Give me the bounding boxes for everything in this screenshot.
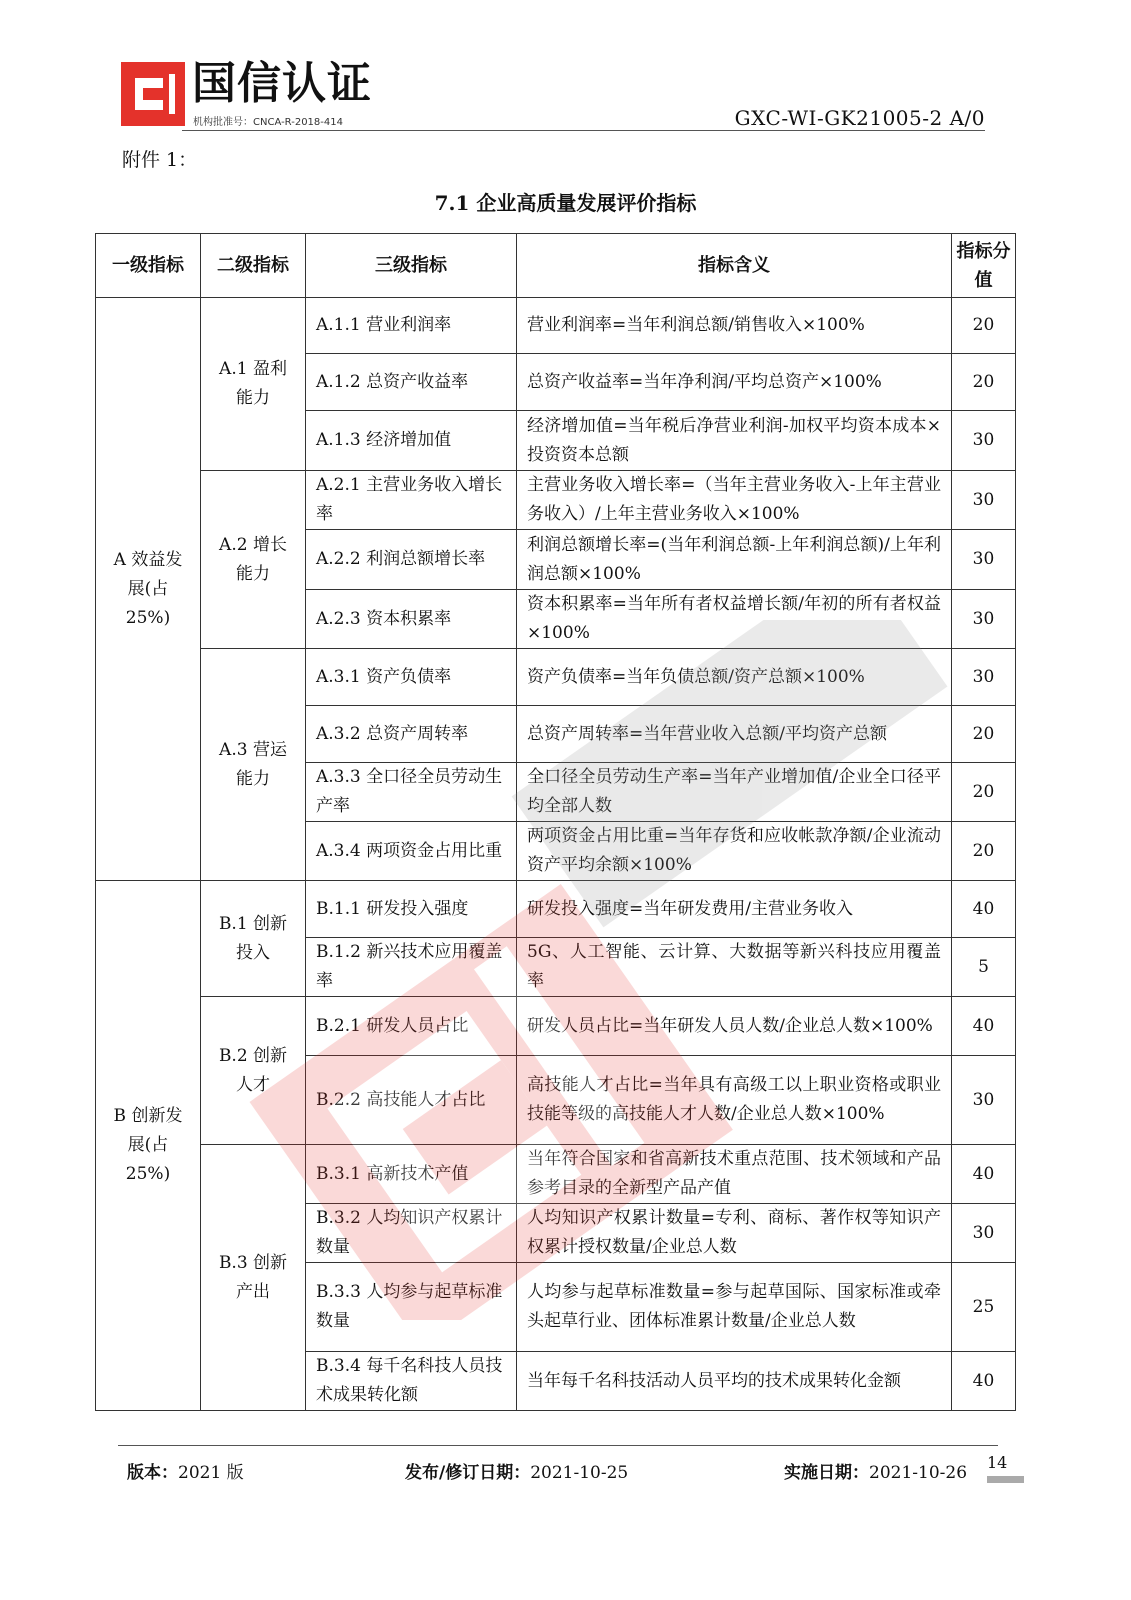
level3-cell: A.3.4 两项资金占用比重 xyxy=(306,822,517,881)
indicator-table xyxy=(95,233,1016,1411)
company-logo-icon xyxy=(121,62,185,126)
level3-cell: B.3.2 人均知识产权累计数量 xyxy=(306,1204,517,1263)
footer-effective-date xyxy=(784,1458,967,1483)
level2-cell: A.1 盈利能力 xyxy=(201,298,306,471)
meaning-cell: 研发投入强度=当年研发费用/主营业务收入 xyxy=(517,881,952,938)
table-row xyxy=(96,997,1016,1056)
meaning-cell: 总资产周转率=当年营业收入总额/平均资产总额 xyxy=(517,706,952,763)
score-cell: 40 xyxy=(952,1352,1016,1411)
header-divider xyxy=(182,130,985,131)
effective-value: 2021-10-26 xyxy=(869,1463,968,1483)
level3-cell: B.3.1 高新技术产值 xyxy=(306,1145,517,1204)
version-label: 版本： xyxy=(127,1463,178,1483)
level3-cell: A.2.1 主营业务收入增长率 xyxy=(306,471,517,530)
score-cell: 30 xyxy=(952,471,1016,530)
level3-cell: A.3.3 全口径全员劳动生产率 xyxy=(306,763,517,822)
meaning-cell: 研发人员占比=当年研发人员人数/企业总人数×100% xyxy=(517,997,952,1056)
score-cell: 30 xyxy=(952,1056,1016,1145)
table-row xyxy=(96,471,1016,530)
level3-cell: A.2.3 资本积累率 xyxy=(306,590,517,649)
score-cell: 40 xyxy=(952,997,1016,1056)
score-cell: 30 xyxy=(952,1204,1016,1263)
header-level3: 三级指标 xyxy=(306,234,517,298)
level2-cell: A.3 营运能力 xyxy=(201,649,306,881)
meaning-cell: 总资产收益率=当年净利润/平均总资产×100% xyxy=(517,354,952,411)
meaning-cell: 资本积累率=当年所有者权益增长额/年初的所有者权益×100% xyxy=(517,590,952,649)
level2-cell: B.3 创新产出 xyxy=(201,1145,306,1411)
level1-cell: A 效益发展(占 25%) xyxy=(96,298,201,881)
level3-cell: A.3.2 总资产周转率 xyxy=(306,706,517,763)
level3-cell: B.2.1 研发人员占比 xyxy=(306,997,517,1056)
table-header-row xyxy=(96,234,1016,298)
header-level1: 一级指标 xyxy=(96,234,201,298)
score-cell: 40 xyxy=(952,881,1016,938)
table-row xyxy=(96,881,1016,938)
level2-cell: A.2 增长能力 xyxy=(201,471,306,649)
version-value: 2021 版 xyxy=(178,1463,244,1483)
level3-cell: A.2.2 利润总额增长率 xyxy=(306,530,517,590)
level2-cell: B.1 创新投入 xyxy=(201,881,306,997)
company-name: 国信认证 xyxy=(192,58,372,109)
approval-number: 机构批准号：CNCA-R-2018-414 xyxy=(193,117,343,128)
score-cell: 30 xyxy=(952,530,1016,590)
level3-cell: B.3.3 人均参与起草标准数量 xyxy=(306,1263,517,1352)
header-meaning: 指标含义 xyxy=(517,234,952,298)
header-score: 指标分值 xyxy=(952,234,1016,298)
footer-divider xyxy=(118,1445,998,1446)
section-title: 7.1 企业高质量发展评价指标 xyxy=(434,191,697,215)
level3-cell: B.1.2 新兴技术应用覆盖率 xyxy=(306,938,517,997)
page-number: 14 xyxy=(987,1453,1008,1472)
score-cell: 20 xyxy=(952,298,1016,354)
score-cell: 30 xyxy=(952,649,1016,706)
attachment-label: 附件 1： xyxy=(122,149,198,171)
meaning-cell: 利润总额增长率=(当年利润总额-上年利润总额)/上年利润总额×100% xyxy=(517,530,952,590)
meaning-cell: 当年符合国家和省高新技术重点范围、技术领域和产品参考目录的全新型产品产值 xyxy=(517,1145,952,1204)
level1-cell: B 创新发展(占 25%) xyxy=(96,881,201,1411)
meaning-cell: 主营业务收入增长率=（当年主营业务收入-上年主营业务收入）/上年主营业务收入×100% xyxy=(517,471,952,530)
level3-cell: B.3.4 每千名科技人员技术成果转化额 xyxy=(306,1352,517,1411)
meaning-cell: 5G、人工智能、云计算、大数据等新兴科技应用覆盖率 xyxy=(517,938,952,997)
footer-version xyxy=(127,1458,244,1483)
level3-cell: A.1.1 营业利润率 xyxy=(306,298,517,354)
meaning-cell: 资产负债率=当年负债总额/资产总额×100% xyxy=(517,649,952,706)
level3-cell: B.1.1 研发投入强度 xyxy=(306,881,517,938)
meaning-cell: 当年每千名科技活动人员平均的技术成果转化金额 xyxy=(517,1352,952,1411)
score-cell: 20 xyxy=(952,763,1016,822)
level3-cell: A.1.3 经济增加值 xyxy=(306,411,517,471)
meaning-cell: 人均参与起草标准数量=参与起草国际、国家标准或牵头起草行业、团体标准累计数量/企业总人数 xyxy=(517,1263,952,1352)
table-row xyxy=(96,298,1016,354)
meaning-cell: 经济增加值=当年税后净营业利润-加权平均资本成本×投资资本总额 xyxy=(517,411,952,471)
header-level2: 二级指标 xyxy=(201,234,306,298)
document-code: GXC-WI-GK21005-2 A/0 xyxy=(734,106,985,130)
meaning-cell: 高技能人才占比=当年具有高级工以上职业资格或职业技能等级的高技能人才人数/企业总人数×100% xyxy=(517,1056,952,1145)
score-cell: 20 xyxy=(952,354,1016,411)
revision-value: 2021-10-25 xyxy=(530,1463,629,1483)
table-row xyxy=(96,649,1016,706)
level3-cell: B.2.2 高技能人才占比 xyxy=(306,1056,517,1145)
level2-cell: B.2 创新人才 xyxy=(201,997,306,1145)
page-number-bar xyxy=(987,1476,1024,1483)
level3-cell: A.1.2 总资产收益率 xyxy=(306,354,517,411)
meaning-cell: 人均知识产权累计数量=专利、商标、著作权等知识产权累计授权数量/企业总人数 xyxy=(517,1204,952,1263)
score-cell: 20 xyxy=(952,706,1016,763)
effective-label: 实施日期： xyxy=(784,1463,869,1483)
footer-revision-date xyxy=(405,1458,628,1483)
score-cell: 5 xyxy=(952,938,1016,997)
level3-cell: A.3.1 资产负债率 xyxy=(306,649,517,706)
meaning-cell: 两项资金占用比重=当年存货和应收帐款净额/企业流动资产平均余额×100% xyxy=(517,822,952,881)
meaning-cell: 全口径全员劳动生产率=当年产业增加值/企业全口径平均全部人数 xyxy=(517,763,952,822)
meaning-cell: 营业利润率=当年利润总额/销售收入×100% xyxy=(517,298,952,354)
score-cell: 30 xyxy=(952,590,1016,649)
score-cell: 25 xyxy=(952,1263,1016,1352)
score-cell: 30 xyxy=(952,411,1016,471)
score-cell: 40 xyxy=(952,1145,1016,1204)
revision-label: 发布/修订日期： xyxy=(405,1463,531,1483)
table-row xyxy=(96,1145,1016,1204)
score-cell: 20 xyxy=(952,822,1016,881)
